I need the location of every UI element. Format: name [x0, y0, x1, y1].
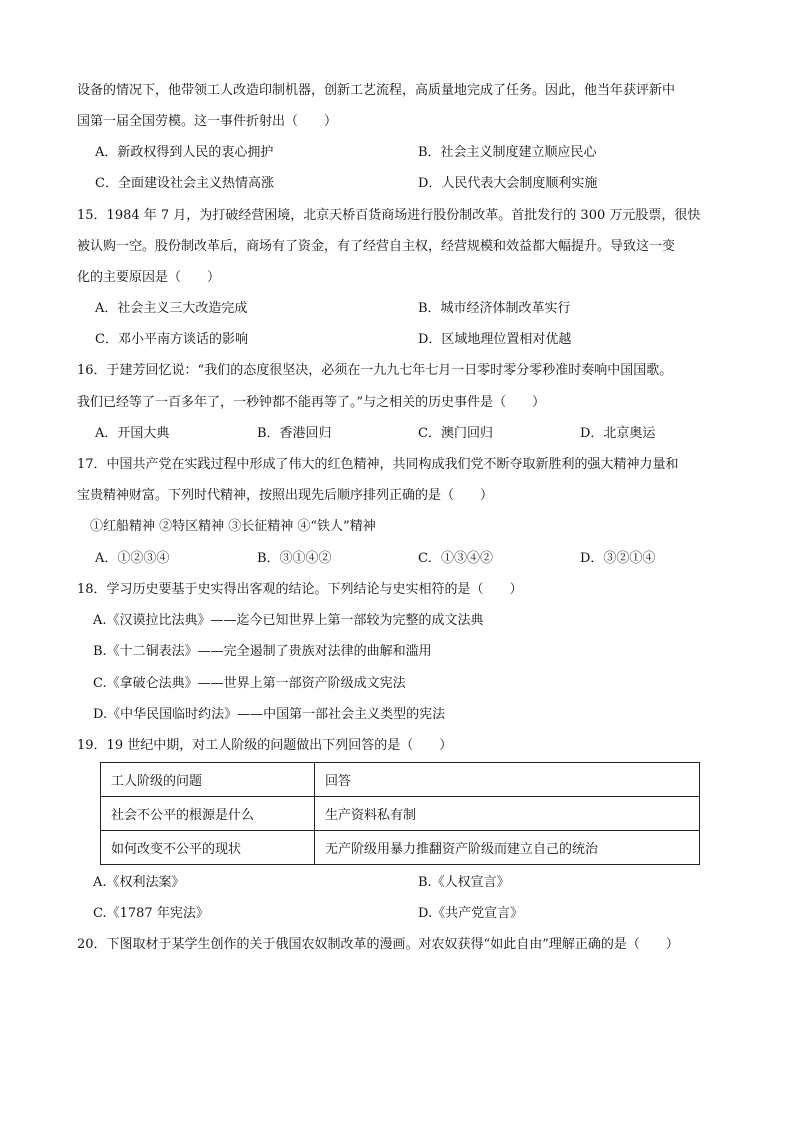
q16-stem-line-2: 我们已经等了一百多年了，一秒钟都不能再等了。”与之相关的历史事件是（ ）	[77, 395, 546, 410]
q19-stem-line-1: 19．19 世纪中期，对工人阶级的问题做出下列回答的是（ ）	[77, 738, 453, 753]
q15-option-a[interactable]: A．社会主义三大改造完成	[95, 301, 248, 316]
q17-option-d[interactable]: D．③②①④	[580, 551, 656, 566]
q18-option-c[interactable]: C.《拿破仑法典》——世界上第一部资产阶级成文宪法	[93, 676, 406, 691]
q16-option-d[interactable]: D．北京奥运	[580, 426, 656, 441]
q20-stem-line-1: 20．下图取材于某学生创作的关于俄国农奴制改革的漫画。对农奴获得“如此自由”理解正确的是（ ）	[77, 937, 679, 952]
q15-option-c[interactable]: C．邓小平南方谈话的影响	[95, 332, 248, 347]
q16-stem-line-1: 16．于建芳回忆说：“我们的态度很坚决，必须在一九九七年七月一日零时零分零秒准时奏响中国国歌。	[77, 363, 673, 378]
q14-option-a[interactable]: A．新政权得到人民的衷心拥护	[95, 145, 274, 160]
q18-option-a[interactable]: A.《汉谟拉比法典》——迄今已知世界上第一部较为完整的成文法典	[93, 613, 484, 628]
table-cell: 生产资料私有制	[315, 797, 700, 831]
table-row	[101, 831, 700, 865]
q17-option-a[interactable]: A．①②③④	[95, 551, 170, 566]
table-cell: 如何改变不公平的现状	[101, 831, 315, 865]
q15-stem-line-2: 被认购一空。股份制改革后，商场有了资金，有了经营自主权，经营规模和效益都大幅提升。导致这一变	[77, 239, 676, 254]
table-row	[101, 797, 700, 831]
q16-option-a[interactable]: A．开国大典	[95, 426, 170, 441]
q17-items: ①红船精神 ②特区精神 ③长征精神 ④“铁人”精神	[90, 519, 376, 534]
q18-stem-line-1: 18．学习历史要基于史实得出客观的结论。下列结论与史实相符的是（ ）	[77, 582, 523, 597]
q18-option-b[interactable]: B.《十二铜表法》——完全遏制了贵族对法律的曲解和滥用	[93, 644, 432, 659]
table-row	[101, 763, 700, 797]
q16-option-b[interactable]: B．香港回归	[257, 426, 332, 441]
q16-option-c[interactable]: C．澳门回归	[418, 426, 493, 441]
q17-option-b[interactable]: B．③①④②	[257, 551, 332, 566]
q17-stem-line-1: 17．中国共产党在实践过程中形成了伟大的红色精神，共同构成我们党不断夺取新胜利的强大精神力量和	[77, 457, 679, 472]
q17-option-c[interactable]: C．①③④②	[418, 551, 493, 566]
q14-stem-line-1: 设备的情况下，他带领工人改造印制机器，创新工艺流程，高质量地完成了任务。因此，他当年获评新中	[77, 83, 676, 98]
q15-option-d[interactable]: D．区域地理位置相对优越	[418, 332, 572, 347]
q19-option-d[interactable]: D.《共产党宣言》	[418, 906, 524, 921]
q19-option-a[interactable]: A.《权利法案》	[93, 875, 185, 890]
q17-stem-line-2: 宝贵精神财富。下列时代精神，按照出现先后顺序排列正确的是（ ）	[77, 488, 494, 503]
table-cell: 无产阶级用暴力推翻资产阶级而建立自己的统治	[315, 831, 700, 865]
q19-option-c[interactable]: C.《1787 年宪法》	[93, 906, 209, 921]
table-cell: 回答	[315, 763, 700, 797]
q19-table	[100, 762, 700, 865]
table-cell: 工人阶级的问题	[101, 763, 315, 797]
q14-option-b[interactable]: B．社会主义制度建立顺应民心	[418, 145, 597, 160]
q15-stem-line-3: 化的主要原因是（ ）	[77, 270, 221, 285]
q15-option-b[interactable]: B．城市经济体制改革实行	[418, 301, 571, 316]
q18-option-d[interactable]: D.《中华民国临时约法》——中国第一部社会主义类型的宪法	[93, 707, 446, 722]
q14-stem-line-2: 国第一届全国劳模。这一事件折射出（ ）	[77, 114, 338, 129]
q19-option-b[interactable]: B.《人权宣言》	[418, 875, 510, 890]
q14-option-d[interactable]: D．人民代表大会制度顺利实施	[418, 176, 598, 191]
q14-option-c[interactable]: C．全面建设社会主义热情高涨	[95, 176, 274, 191]
q15-stem-line-1: 15．1984 年 7 月，为打破经营困境，北京天桥百货商场进行股份制改革。首批发行的 300 万元股票，很快	[77, 208, 701, 223]
table-cell: 社会不公平的根源是什么	[101, 797, 315, 831]
